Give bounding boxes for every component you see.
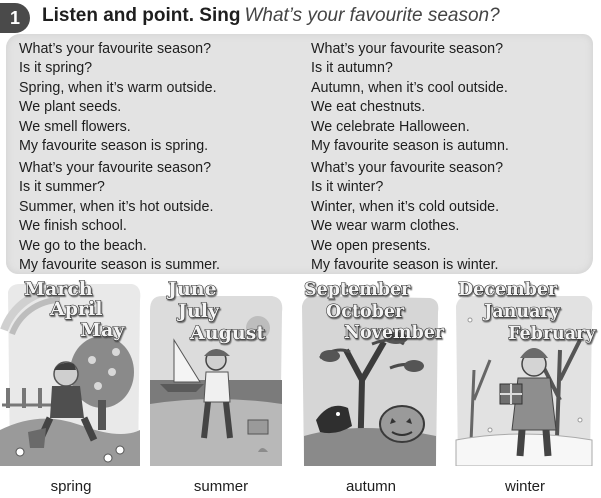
verse-line: What’s your favourite season? [19,41,212,57]
exercise-header [0,0,601,36]
verse-line: Is it spring? [19,60,93,77]
exercise-number-badge: 1 [0,3,30,33]
month-label: July [178,300,220,322]
verse-line: We finish school. [19,218,127,235]
verse-summer [19,159,220,275]
month-label: June [168,278,217,300]
caption-spring: spring [50,478,92,495]
verse-spring [19,40,217,156]
verse-line: Spring, when it’s warm outside. [19,79,217,96]
verse-line: We smell flowers. [19,118,131,135]
verse-line: We go to the beach. [19,237,147,254]
song-title: What’s your favourite season? [244,5,500,26]
verse-line: Is it summer? [19,179,105,196]
verse-line: What’s your favourite season? [311,41,504,57]
month-label: May [80,319,125,341]
month-label: January [484,302,560,322]
month-label: August [190,322,266,344]
verse-line: My favourite season is winter. [311,256,499,273]
verse-line: We eat chestnuts. [311,99,426,116]
month-label: September [304,280,411,300]
verse-autumn [311,40,509,156]
verse-line: My favourite season is summer. [19,256,221,273]
verse-line: We plant seeds. [19,99,122,116]
caption-autumn: autumn [345,478,397,495]
exercise-title [42,5,500,27]
month-label: April [50,298,103,320]
month-label: February [508,324,596,344]
month-label: November [344,323,445,343]
verse-line: Is it autumn? [311,60,393,77]
verse-line: What’s your favourite season? [311,160,504,176]
sandcastle-icon [248,420,268,434]
verse-line: We wear warm clothes. [311,218,460,235]
seasons-illustration [0,276,601,466]
verse-line: My favourite season is autumn. [311,137,509,154]
verse-line: Autumn, when it’s cool outside. [311,79,508,96]
month-label: March [24,278,93,300]
caption-winter: winter [504,478,545,495]
verse-line: What’s your favourite season? [19,160,212,176]
month-label: December [458,280,558,300]
instruction-text: Listen and point. Sing [42,5,241,26]
caption-summer: summer [193,478,249,495]
verse-line: Is it winter? [311,179,384,196]
verse-line: We celebrate Halloween. [311,118,470,135]
verse-line: Summer, when it’s hot outside. [19,198,214,215]
verse-line: My favourite season is spring. [19,137,209,154]
month-label: October [326,302,405,322]
verse-line: We open presents. [311,237,431,254]
verse-winter [311,159,503,275]
pumpkin-icon [380,406,424,442]
verse-line: Winter, when it’s cold outside. [311,198,500,215]
